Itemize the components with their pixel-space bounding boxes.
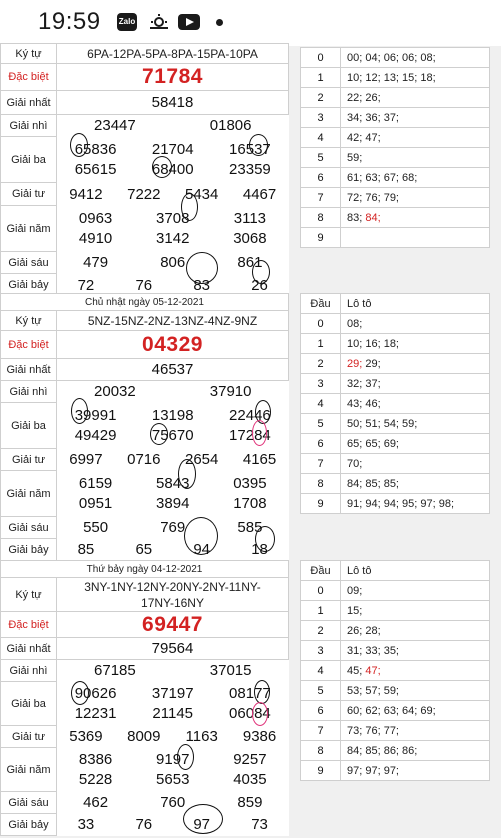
loto-values — [341, 621, 490, 641]
prize-code: 6PA-12PA-5PA-8PA-15PA-10PA — [57, 44, 289, 64]
loto-row — [301, 661, 490, 681]
label-giai-nhat: Giải nhất — [1, 638, 57, 660]
result-table-1 — [0, 43, 289, 297]
loto-head-digit: 6 — [301, 168, 341, 188]
label-giai-tu: Giải tư — [1, 449, 57, 471]
third-prize: 21704 — [151, 141, 194, 158]
fifth-prize: 0963 — [78, 210, 113, 227]
loto-head-dau: Đầu — [301, 561, 341, 581]
fifth-prize: 9257 — [233, 751, 267, 768]
seventh-prize: 85 — [77, 541, 95, 558]
loto-list: 08; — [347, 317, 363, 330]
seventh-prize: 94 — [193, 541, 211, 558]
sixth-prize: 462 — [83, 794, 109, 811]
special-prize: 71784 — [57, 64, 289, 91]
sixth-prize: 859 — [237, 794, 263, 811]
loto-row — [301, 414, 490, 434]
third-prize: 68400 — [151, 161, 194, 178]
special-prize: 04329 — [57, 331, 289, 359]
loto-head-digit: 1 — [301, 334, 341, 354]
loto-head-digit: 9 — [301, 761, 341, 781]
loto-list: 50; 51; 54; 59; — [347, 417, 418, 430]
fifth-prize: 8386 — [78, 751, 113, 768]
loto-head-dau: Đầu — [301, 294, 341, 314]
third-prize: 90626 — [74, 685, 117, 702]
loto-values — [341, 354, 490, 374]
loto-row — [301, 681, 490, 701]
prize-code: 3NY-1NY-12NY-20NY-2NY-11NY-17NY-16NY — [57, 578, 289, 612]
loto-list: 65; 65; 69; — [347, 437, 399, 450]
label-giai-bay: Giải bảy — [1, 539, 57, 561]
fifth-prize: 0951 — [78, 495, 113, 512]
third-prize: 13198 — [151, 407, 194, 424]
loto-head-digit: 7 — [301, 721, 341, 741]
loto-list: 84; 85; 85; — [347, 477, 399, 490]
loto-values — [341, 681, 490, 701]
loto-list: 34; 36; 37; — [347, 111, 399, 124]
loto-list: 91; 94; 94; 95; 97; 98; — [347, 497, 455, 510]
loto-row — [301, 128, 490, 148]
fourth-prize: 6997 — [69, 451, 103, 468]
loto-values — [341, 314, 490, 334]
loto-values — [341, 228, 490, 248]
loto-list: 10; 16; 18; — [347, 337, 399, 350]
label-dac-biet: Đặc biệt — [1, 331, 57, 359]
loto-head-digit: 7 — [301, 454, 341, 474]
notification-dot-icon — [216, 19, 223, 26]
zalo-icon: Zalo — [117, 13, 137, 31]
loto-row — [301, 494, 490, 514]
loto-head-digit: 0 — [301, 314, 341, 334]
loto-highlight: 29; — [347, 357, 363, 370]
special-prize: 69447 — [57, 612, 289, 638]
loto-head-digit: 3 — [301, 374, 341, 394]
loto-row — [301, 761, 490, 781]
third-prize: 37197 — [151, 685, 194, 702]
fourth-prize: 7222 — [127, 185, 161, 203]
label-giai-tu: Giải tư — [1, 183, 57, 206]
sixth-prize: 806 — [160, 254, 186, 271]
second-prize: 67185 — [94, 662, 136, 680]
loto-highlight: 47; — [365, 664, 381, 677]
loto-list: 26; 28; — [347, 624, 381, 637]
loto-table-3 — [300, 560, 490, 781]
loto-row — [301, 88, 490, 108]
first-prize: 46537 — [57, 359, 289, 381]
third-prize: 65836 — [74, 141, 117, 158]
first-prize: 58418 — [57, 91, 289, 115]
loto-head-digit: 3 — [301, 641, 341, 661]
loto-list: 60; 62; 63; 64; 69; — [347, 704, 436, 717]
sixth-prize: 479 — [83, 254, 109, 271]
loto-head-loto: Lô tô — [341, 294, 490, 314]
loto-row — [301, 374, 490, 394]
loto-values — [341, 581, 490, 601]
loto-head-digit: 5 — [301, 414, 341, 434]
label-giai-bay: Giải bảy — [1, 274, 57, 297]
loto-row — [301, 314, 490, 334]
loto-row — [301, 721, 490, 741]
fourth-prize: 8009 — [127, 728, 161, 745]
loto-list: 42; 47; — [347, 131, 381, 144]
fourth-prize: 5434 — [185, 185, 219, 203]
loto-values — [341, 474, 490, 494]
fourth-prize: 0716 — [127, 451, 161, 468]
loto-list: 43; 46; — [347, 397, 381, 410]
loto-values — [341, 88, 490, 108]
label-giai-ba: Giải ba — [1, 137, 57, 183]
seventh-prize: 97 — [193, 816, 211, 833]
loto-row — [301, 68, 490, 88]
fifth-prize: 5228 — [78, 771, 113, 788]
loto-values — [341, 188, 490, 208]
seventh-prize: 26 — [251, 276, 268, 294]
label-giai-nhat: Giải nhất — [1, 359, 57, 381]
loto-head-digit: 6 — [301, 434, 341, 454]
loto-row — [301, 741, 490, 761]
loto-row — [301, 581, 490, 601]
third-prize: 22446 — [229, 407, 271, 424]
second-prize: 01806 — [209, 117, 252, 135]
fifth-prize: 6159 — [78, 475, 113, 492]
loto-head-digit: 2 — [301, 88, 341, 108]
label-dac-biet: Đặc biệt — [1, 64, 57, 91]
fourth-prize: 5369 — [69, 728, 103, 745]
fifth-prize: 3068 — [233, 230, 267, 247]
loto-head-digit: 2 — [301, 354, 341, 374]
loto-head-digit: 5 — [301, 148, 341, 168]
loto-list: 70; — [347, 457, 363, 470]
loto-values — [341, 108, 490, 128]
label-giai-nam: Giải năm — [1, 206, 57, 252]
loto-values — [341, 128, 490, 148]
loto-values — [341, 454, 490, 474]
loto-list: 72; 76; 79; — [347, 191, 399, 204]
fourth-prize: 1163 — [185, 728, 218, 745]
label-giai-tu: Giải tư — [1, 726, 57, 748]
loto-head-digit: 6 — [301, 701, 341, 721]
loto-row — [301, 394, 490, 414]
loto-row — [301, 621, 490, 641]
second-prize: 37910 — [209, 383, 252, 401]
loto-values — [341, 494, 490, 514]
loto-list: 45; — [347, 664, 366, 677]
label-giai-nhi: Giải nhì — [1, 660, 57, 682]
loto-head-digit: 0 — [301, 48, 341, 68]
loto-list: 31; 33; 35; — [347, 644, 399, 657]
loto-list: 73; 76; 77; — [347, 724, 399, 737]
status-bar — [0, 0, 501, 46]
seventh-prize: 76 — [135, 276, 153, 294]
loto-row — [301, 454, 490, 474]
sixth-prize: 585 — [237, 519, 263, 536]
loto-head-digit: 1 — [301, 601, 341, 621]
seventh-prize: 18 — [251, 541, 268, 558]
loto-list: 59; — [347, 151, 363, 164]
sixth-prize: 760 — [160, 794, 186, 811]
loto-row — [301, 641, 490, 661]
loto-row — [301, 168, 490, 188]
fifth-prize: 4035 — [233, 771, 267, 788]
label-giai-ba: Giải ba — [1, 682, 57, 726]
clock: 19:59 — [38, 8, 101, 35]
loto-values — [341, 148, 490, 168]
loto-list: 61; 63; 67; 68; — [347, 171, 418, 184]
result-table-2 — [0, 293, 289, 561]
loto-values — [341, 334, 490, 354]
loto-head-digit: 4 — [301, 394, 341, 414]
loto-list: 53; 57; 59; — [347, 684, 399, 697]
loto-row — [301, 334, 490, 354]
third-prize: 17284 — [229, 427, 271, 444]
fourth-prize: 4165 — [242, 451, 277, 468]
loto-list: 84; 85; 86; 86; — [347, 744, 418, 757]
loto-head-digit: 8 — [301, 474, 341, 494]
fourth-prize: 9386 — [242, 728, 277, 745]
loto-values — [341, 208, 490, 228]
loto-head-digit: 5 — [301, 681, 341, 701]
loto-values — [341, 641, 490, 661]
loto-head-digit: 9 — [301, 228, 341, 248]
seventh-prize: 83 — [193, 276, 211, 294]
loto-head-digit: 3 — [301, 108, 341, 128]
draw-date: Chủ nhật ngày 05-12-2021 — [1, 294, 289, 311]
loto-highlight: 84; — [365, 211, 381, 224]
loto-values — [341, 601, 490, 621]
loto-values — [341, 741, 490, 761]
third-prize: 08177 — [229, 685, 271, 702]
loto-values — [341, 661, 490, 681]
seventh-prize: 72 — [77, 276, 95, 294]
label-giai-nhat: Giải nhất — [1, 91, 57, 115]
third-prize: 75670 — [151, 427, 194, 444]
loto-values — [341, 168, 490, 188]
label-giai-nam: Giải năm — [1, 471, 57, 517]
fifth-prize: 3708 — [156, 210, 190, 227]
prize-code: 5NZ-15NZ-2NZ-13NZ-4NZ-9NZ — [57, 311, 289, 331]
fifth-prize: 3894 — [156, 495, 190, 512]
third-prize: 12231 — [74, 705, 117, 722]
fifth-prize: 4910 — [78, 230, 113, 247]
loto-values — [341, 761, 490, 781]
fifth-prize: 5843 — [156, 475, 190, 492]
fourth-prize: 9412 — [69, 185, 103, 203]
third-prize: 06084 — [229, 705, 271, 722]
loto-row — [301, 434, 490, 454]
loto-list: 09; — [347, 584, 363, 597]
seventh-prize: 73 — [251, 816, 268, 833]
label-ky-tu: Ký tự — [1, 578, 57, 612]
loto-row — [301, 601, 490, 621]
sixth-prize: 550 — [83, 519, 109, 536]
loto-head-digit: 1 — [301, 68, 341, 88]
loto-row — [301, 188, 490, 208]
loto-row — [301, 701, 490, 721]
loto-values — [341, 68, 490, 88]
second-prize: 23447 — [94, 117, 136, 135]
loto-list: 22; 26; — [347, 91, 381, 104]
fourth-prize: 4467 — [242, 185, 277, 203]
second-prize: 37015 — [209, 662, 252, 680]
loto-list: 15; — [347, 604, 363, 617]
loto-list: 10; 12; 13; 15; 18; — [347, 71, 436, 84]
label-giai-sau: Giải sáu — [1, 517, 57, 539]
loto-row — [301, 354, 490, 374]
loto-head-digit: 4 — [301, 128, 341, 148]
label-ky-tu: Ký tự — [1, 44, 57, 64]
label-giai-bay: Giải bảy — [1, 814, 57, 836]
fourth-prize: 2654 — [185, 451, 219, 468]
loto-head-digit: 9 — [301, 494, 341, 514]
fifth-prize: 1708 — [233, 495, 267, 512]
label-giai-nhi: Giải nhì — [1, 381, 57, 403]
loto-values — [341, 48, 490, 68]
loto-values — [341, 721, 490, 741]
label-giai-sau: Giải sáu — [1, 792, 57, 814]
fifth-prize: 0395 — [233, 475, 267, 492]
loto-list: 29; — [362, 357, 381, 370]
loto-head-loto: Lô tô — [341, 561, 490, 581]
fifth-prize: 3142 — [156, 230, 190, 247]
loto-row — [301, 208, 490, 228]
loto-values — [341, 414, 490, 434]
label-giai-nhi: Giải nhì — [1, 115, 57, 137]
loto-list: 00; 04; 06; 06; 08; — [347, 51, 436, 64]
weather-icon — [148, 13, 170, 31]
loto-head-digit: 2 — [301, 621, 341, 641]
seventh-prize: 33 — [77, 816, 95, 833]
loto-head-digit: 4 — [301, 661, 341, 681]
loto-row — [301, 108, 490, 128]
sixth-prize: 861 — [237, 254, 263, 271]
result-table-3 — [0, 560, 289, 836]
second-prize: 20032 — [94, 383, 136, 401]
loto-row — [301, 48, 490, 68]
loto-table-2 — [300, 293, 490, 514]
label-giai-sau: Giải sáu — [1, 252, 57, 274]
loto-row — [301, 228, 490, 248]
third-prize: 21145 — [152, 705, 194, 722]
loto-values — [341, 701, 490, 721]
loto-table-1 — [300, 47, 490, 248]
loto-head-digit: 8 — [301, 208, 341, 228]
draw-date: Thứ bảy ngày 04-12-2021 — [1, 561, 289, 578]
loto-values — [341, 434, 490, 454]
loto-list: 97; 97; 97; — [347, 764, 399, 777]
seventh-prize: 65 — [135, 541, 153, 558]
loto-list: 32; 37; — [347, 377, 381, 390]
loto-head-digit: 8 — [301, 741, 341, 761]
fifth-prize: 5653 — [156, 771, 190, 788]
loto-list: 83; — [347, 211, 366, 224]
loto-head-digit: 7 — [301, 188, 341, 208]
loto-values — [341, 374, 490, 394]
fifth-prize: 3113 — [233, 210, 267, 227]
youtube-icon — [178, 14, 200, 30]
loto-row — [301, 474, 490, 494]
label-dac-biet: Đặc biệt — [1, 612, 57, 638]
loto-row — [301, 148, 490, 168]
label-ky-tu: Ký tự — [1, 311, 57, 331]
third-prize: 49429 — [74, 427, 117, 444]
label-giai-nam: Giải năm — [1, 748, 57, 792]
fifth-prize: 9197 — [156, 751, 190, 768]
third-prize: 23359 — [229, 161, 271, 178]
seventh-prize: 76 — [135, 816, 153, 833]
loto-values — [341, 394, 490, 414]
sixth-prize: 769 — [160, 519, 186, 536]
third-prize: 65615 — [74, 161, 117, 178]
label-giai-ba: Giải ba — [1, 403, 57, 449]
loto-head-digit: 0 — [301, 581, 341, 601]
third-prize: 39991 — [74, 407, 117, 424]
third-prize: 16537 — [229, 141, 271, 158]
first-prize: 79564 — [57, 638, 289, 660]
